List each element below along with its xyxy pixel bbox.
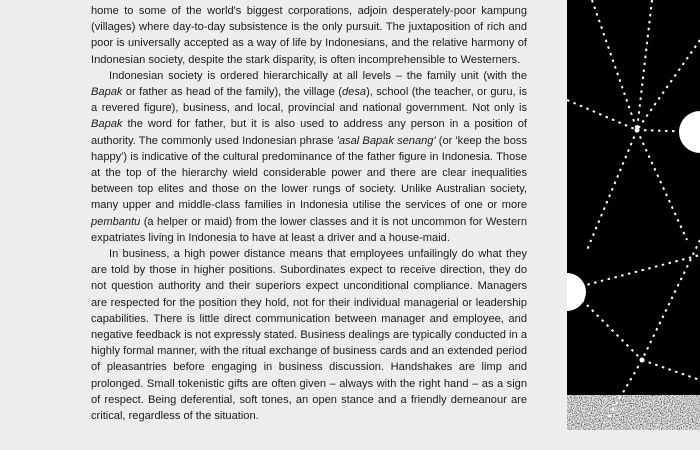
italic-term: desa <box>342 86 367 99</box>
body-text-column <box>91 3 527 424</box>
italic-term: pembantu <box>91 215 141 228</box>
text-run: (or 'keep the boss happy') is indicative of the cultural predominance of the father figure in Indonesia. Those at the top of the hierarchy wield considerable power and there are clear inequalities between top elites and those on the lower rungs of society. Unlike Australian society, many upper and middle-class families in Indonesia utilise the services of one or more <box>91 134 527 212</box>
italic-term: Bapak <box>91 86 123 99</box>
text-run: (a helper or maid) from the lower classes and it is not uncommon for Western expatriates living in Indonesia to have at least a driver and a house-maid. <box>91 215 527 244</box>
text-run: Indonesian society is ordered hierarchically at all levels – the family unit (with the <box>109 69 527 82</box>
paragraph <box>91 68 527 246</box>
paragraph <box>91 3 527 68</box>
text-run: the word for father, but it is also used to address any person in a position of authority. The commonly used Indonesian phrase <box>91 118 527 147</box>
italic-term: 'asal Bapak senang' <box>336 134 436 147</box>
text-run: home to some of the world's biggest corporations, adjoin desperately-poor kampung (villages) where day-to-day subsistence is the only pursuit. The juxtaposition of rich and poor is universally accepted as a way of life by Indonesians, and the relative harmony of Indonesian society, despite the stark disparity, is often incomprehensible to Westerners. <box>91 5 527 66</box>
dotted-network-graphic-icon <box>567 0 700 450</box>
text-run: or father as head of the family), the village ( <box>122 86 342 99</box>
text-run: ), school (the teacher, or guru, is a revered figure), business, and local, provincial and national government. Not only is <box>91 86 528 115</box>
text-run: In business, a high power distance means that employees unfailingly do what they are told by those in higher positions. Subordinates expect to receive direction, they do not question authority and their superiors expect unconditional compliance. Managers are respected for the position they hold, not for their individual managerial or leadership capabilities. There is little direct communication between manager and employee, and negative feedback is not expressly stated. Business dealings are typically conducted in a highly formal manner, with the ritual exchange of business cards and an extended period of pleasantries before engaging in business discussion. Handshakes are limp and prolonged. Small tokenistic gifts are often given – always with the right hand – as a sign of respect. Being deferential, soft tones, an open stance and a friendly demeanour are critical, regardless of the situation. <box>91 248 527 423</box>
paragraph <box>91 246 527 424</box>
italic-term: Bapak <box>91 118 123 131</box>
